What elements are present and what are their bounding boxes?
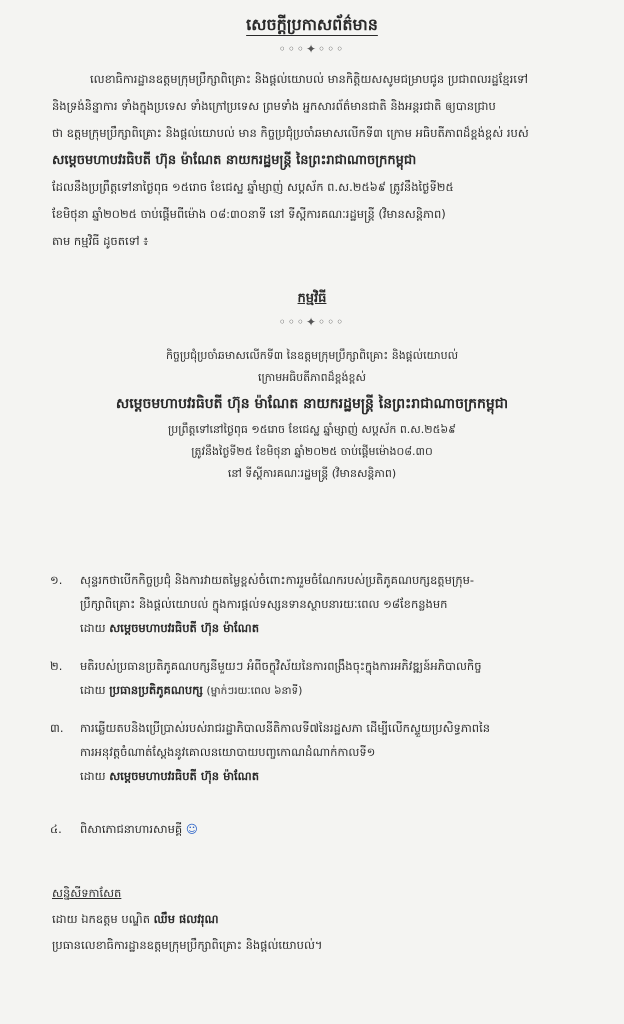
agenda-flourish-ornament: ◦◦◦✦◦◦◦ bbox=[278, 315, 346, 329]
press-conference-speaker: ឈឹម ផលវរុណ bbox=[153, 912, 219, 926]
event-line: ក្រោមអធិបតីភាពដ៏ខ្ពង់ខ្ពស់ bbox=[257, 371, 366, 384]
agenda-item bbox=[50, 817, 595, 841]
agenda-item-note: (ម្នាក់ៗរយៈពេល ៦នាទី) bbox=[206, 685, 303, 697]
press-conference-block bbox=[52, 880, 592, 958]
agenda-item-text: ប្រឹក្សាពិគ្រោះ និងផ្តល់យោបល់ ក្នុងការផ្តល់ទស្សនទានស្ថាបនារយៈពេល ១៨ខែកន្លងមក bbox=[80, 597, 448, 611]
event-line: ប្រព្រឹត្តទៅនៅថ្ងៃពុធ ១៥រោច ខែជេស្ឋ ឆ្នាំម្សាញ់ សប្តស័ក ព.ស.២៥៦៩ bbox=[168, 423, 456, 436]
event-line: កិច្ចប្រជុំប្រចាំឆមាសលើកទី៣ នៃឧត្តមក្រុមប្រឹក្សាពិគ្រោះ និងផ្តល់យោបល់ bbox=[165, 349, 459, 362]
agenda-item-text: មតិរបស់ប្រធានប្រតិភូគណបក្សនីមួយៗ អំពីចក្ខុវិស័យនៃការពង្រឹងចុះក្នុងការអភិវឌ្ឍន៍អភិបាលកិច្ច bbox=[80, 659, 482, 673]
agenda-item-text: ការឆ្លើយតបនិងប្រើប្រាស់របស់រាជរដ្ឋាភិបាលនីតិកាលទី៧នៃរដ្ឋសភា ដើម្បីលើកស្ទួយប្រសិទ្ធភាពនៃ bbox=[80, 721, 491, 735]
agenda-item-speaker: ប្រធានប្រតិភូគណបក្ស bbox=[109, 683, 203, 697]
event-chair-name: សម្តេចមហាបវរធិបតី ហ៊ុន ម៉ាណែត នាយករដ្ឋមន្ត្រី នៃព្រះរាជាណាចក្រកម្ពុជា bbox=[115, 396, 509, 412]
intro-line: លេខាធិការដ្ឋានឧត្តមក្រុមប្រឹក្សាពិគ្រោះ និងផ្តល់យោបល់ មានកិត្តិយសសូមជម្រាបជូន ប្រជាពលរដ្ឋខ្មែរទៅ bbox=[90, 72, 528, 86]
agenda-item-by: ដោយ bbox=[80, 769, 106, 783]
agenda-item-speaker: សម្តេចមហាបវរធិបតី ហ៊ុន ម៉ាណែត bbox=[109, 769, 260, 783]
event-line: ត្រូវនឹងថ្ងៃទី២៥ ខែមិថុនា ឆ្នាំ២០២៥ ចាប់ផ្តើមម៉ោង០៨.៣០ bbox=[191, 445, 433, 458]
agenda-item-text: ការអនុវត្តចំណាត់ស្តែងនូវគោលនយោបាយបញ្ចកោណដំណាក់កាលទី១ bbox=[80, 745, 376, 759]
press-conference-by: ដោយ ឯកឧត្តម បណ្ឌិត bbox=[52, 912, 150, 926]
intro-line: និងទ្រង់និន្នាការ ទាំងក្នុងប្រទេស ទាំងក្រៅប្រទេស ព្រមទាំង អ្នកសារព័ត៌មានជាតិ និងអន្តរជាតិ ឲ្យបានជ្រាប bbox=[52, 99, 496, 113]
press-conference-heading: សន្និសីទកាសែត bbox=[52, 886, 122, 900]
agenda-item-speaker: សម្តេចមហាបវរធិបតី ហ៊ុន ម៉ាណែត bbox=[109, 621, 260, 635]
agenda-item-number: ២. bbox=[50, 659, 63, 673]
intro-line: ថា ឧត្តមក្រុមប្រឹក្សាពិគ្រោះ និងផ្តល់យោបល់ មាន កិច្ចប្រជុំប្រចាំឆមាសលើកទី៣ ក្រោម អធិបតីភាពដ៏ខ្ពង់ខ្ពស់ របស់ bbox=[52, 126, 529, 140]
intro-line: ខែមិថុនា ឆ្នាំ២០២៥ ចាប់ផ្តើមពីម៉ោង ០៨:៣០នាទី នៅ ទីស្តីការគណៈរដ្ឋមន្ត្រី (វិមានសន្តិភាព) bbox=[52, 207, 446, 221]
agenda-item bbox=[50, 716, 595, 788]
agenda-item-by: ដោយ bbox=[80, 621, 106, 635]
agenda-item-text: ពិសាភោជនាហារសាមគ្គី bbox=[80, 822, 183, 836]
agenda-item-number: ១. bbox=[50, 573, 63, 587]
event-venue: នៅ ទីស្តីការគណៈរដ្ឋមន្ត្រី (វិមានសន្តិភាព) bbox=[227, 467, 397, 480]
agenda-item-number: ៤. bbox=[50, 822, 62, 836]
agenda-item-text: សុន្ទរកថាបើកកិច្ចប្រជុំ និងការវាយតម្លៃខ្ពស់ចំពោះការរួមចំណែករបស់ប្រតិភូគណបក្សឧត្តមក្រុម- bbox=[80, 573, 475, 587]
agenda-item bbox=[50, 568, 595, 640]
intro-paragraph bbox=[52, 66, 592, 255]
intro-chair-name: សម្តេចមហាបវរធិបតី ហ៊ុន ម៉ាណែត នាយករដ្ឋមន្ត្រី នៃព្រះរាជាណាចក្រកម្ពុជា bbox=[52, 153, 417, 168]
smile-emoji-icon: ☺ bbox=[185, 822, 198, 836]
press-conference-role: ប្រធានលេខាធិការដ្ឋានឧត្តមក្រុមប្រឹក្សាពិគ្រោះ និងផ្តល់យោបល់។ bbox=[52, 938, 323, 952]
document-title: សេចក្តីប្រកាសព័ត៌មាន bbox=[246, 15, 378, 34]
event-block bbox=[0, 345, 624, 485]
agenda-heading: កម្មវិធី bbox=[297, 291, 327, 306]
intro-line: ដែលនឹងប្រព្រឹត្តទៅនាថ្ងៃពុធ ១៥រោច ខែជេស្ឋ ឆ្នាំម្សាញ់ សប្តស័ក ព.ស.២៥៦៩ ត្រូវនឹងថ្ងៃទី២៥ bbox=[52, 180, 454, 194]
agenda-item-number: ៣. bbox=[50, 721, 64, 735]
title-flourish-ornament: ◦◦◦✦◦◦◦ bbox=[278, 42, 346, 56]
agenda-item-by: ដោយ bbox=[80, 683, 106, 697]
intro-line: តាម កម្មវិធី ដូចតទៅ ៖ bbox=[52, 234, 149, 248]
agenda-item bbox=[50, 654, 595, 703]
